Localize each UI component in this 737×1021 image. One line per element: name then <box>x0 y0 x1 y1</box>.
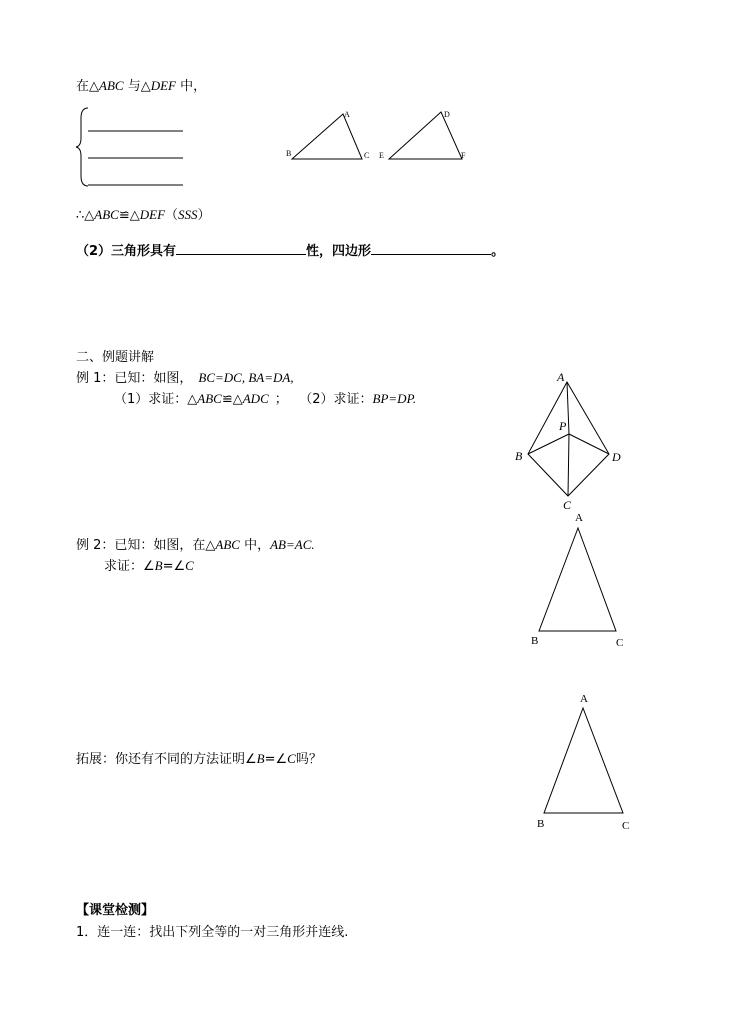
fig1-label-a: A <box>344 110 350 119</box>
extension-eq: =∠ <box>264 752 288 767</box>
kite-label-b: B <box>515 449 523 463</box>
section-title: 二、例题讲解 <box>76 350 155 365</box>
left-brace <box>76 108 88 186</box>
kite-label-d: D <box>612 450 621 464</box>
classroom-heading: 【课堂检测】 <box>76 903 155 918</box>
example-2-mid: 中， <box>239 538 271 553</box>
proof-1-sep: ； <box>274 392 288 407</box>
tri2-label-b: B <box>537 818 545 830</box>
question-2-prefix: （2）三角形具有 <box>76 244 177 259</box>
fig1-label-c: C <box>364 151 370 160</box>
extension-prefix: 拓展：你还有不同的方法证明∠ <box>76 752 257 767</box>
kite-segment-ap <box>567 382 569 434</box>
kite-label-c: C <box>563 498 572 512</box>
conclusion-sss: SSS <box>178 207 198 222</box>
classroom-item-1: 1．连一连：找出下列全等的一对三角形并连线. <box>76 925 349 940</box>
question-2-suffix: 。 <box>491 244 505 259</box>
triangle-def-figure <box>389 112 462 159</box>
example-1-given-expr: BC=DC, BA=DA, <box>198 370 294 385</box>
tri2-label-c: C <box>622 820 630 832</box>
triangle-abc-figure <box>292 114 362 159</box>
conclusion-def: DEF <box>139 207 166 222</box>
kite-label-p: P <box>559 419 567 433</box>
isosceles-triangle-1-shape <box>539 528 616 631</box>
proof-1-abc: ABC <box>197 391 222 406</box>
example-1-label: 例 1：已知：如图， <box>76 371 193 386</box>
tri1-label-c: C <box>616 637 624 649</box>
extension-b: B <box>256 751 265 766</box>
triangle-def-name: DEF <box>150 78 176 93</box>
triangle-abc-name: ABC <box>99 78 124 93</box>
isosceles-triangle-2 <box>544 708 623 813</box>
question-2-mid: 性，四边形 <box>306 244 372 259</box>
example-2-proof-c: C <box>185 558 194 573</box>
example-2-label: 例 2：已知：如图，在△ <box>76 538 216 553</box>
triangle-abc-shape <box>292 114 362 159</box>
intro-suffix: 中， <box>175 79 207 94</box>
tri2-label-a: A <box>580 693 588 705</box>
kite-figure <box>528 382 609 496</box>
conclusion-abc: ABC <box>94 207 119 222</box>
triangle-def-shape <box>389 112 462 159</box>
extension-c: C <box>287 751 296 766</box>
intro-mid: 与△ <box>123 79 151 94</box>
example-2-proof-prefix: 求证：∠ <box>104 559 155 574</box>
example-2-proof-eq: =∠ <box>162 559 186 574</box>
example-2-proof-b: B <box>154 558 163 573</box>
conclusion-cong: ≌△ <box>118 208 140 223</box>
fig2-label-f: F <box>461 151 466 160</box>
proof-1-cong: ≌△ <box>221 392 243 407</box>
proof-2-prefix: （2）求证： <box>305 392 373 407</box>
example-2-given-expr: AB=AC. <box>270 537 315 552</box>
kite-label-a: A <box>557 370 565 384</box>
intro-prefix: 在△ <box>76 79 99 94</box>
conclusion-prefix: ∴△ <box>76 208 95 223</box>
proof-2-expr: BP=DP. <box>372 391 417 406</box>
isosceles-triangle-1 <box>539 528 616 631</box>
fig2-label-d: D <box>444 110 450 119</box>
conclusion-paren-open: （ <box>165 208 179 223</box>
proof-1-prefix: （1）求证：△ <box>114 392 198 407</box>
kite-segment-pc <box>568 434 569 496</box>
brace-blanks <box>76 108 183 186</box>
conclusion-paren-close: ） <box>197 208 211 223</box>
kite-segment-bp <box>528 434 569 454</box>
example-2-abc: ABC <box>215 537 240 552</box>
fig2-label-e: E <box>379 151 384 160</box>
extension-suffix: 吗？ <box>295 752 322 767</box>
tri1-label-a: A <box>575 512 583 524</box>
tri1-label-b: B <box>531 635 539 647</box>
fig1-label-b: B <box>286 149 292 158</box>
isosceles-triangle-2-shape <box>544 708 623 813</box>
proof-1-adc: ADC <box>242 391 269 406</box>
